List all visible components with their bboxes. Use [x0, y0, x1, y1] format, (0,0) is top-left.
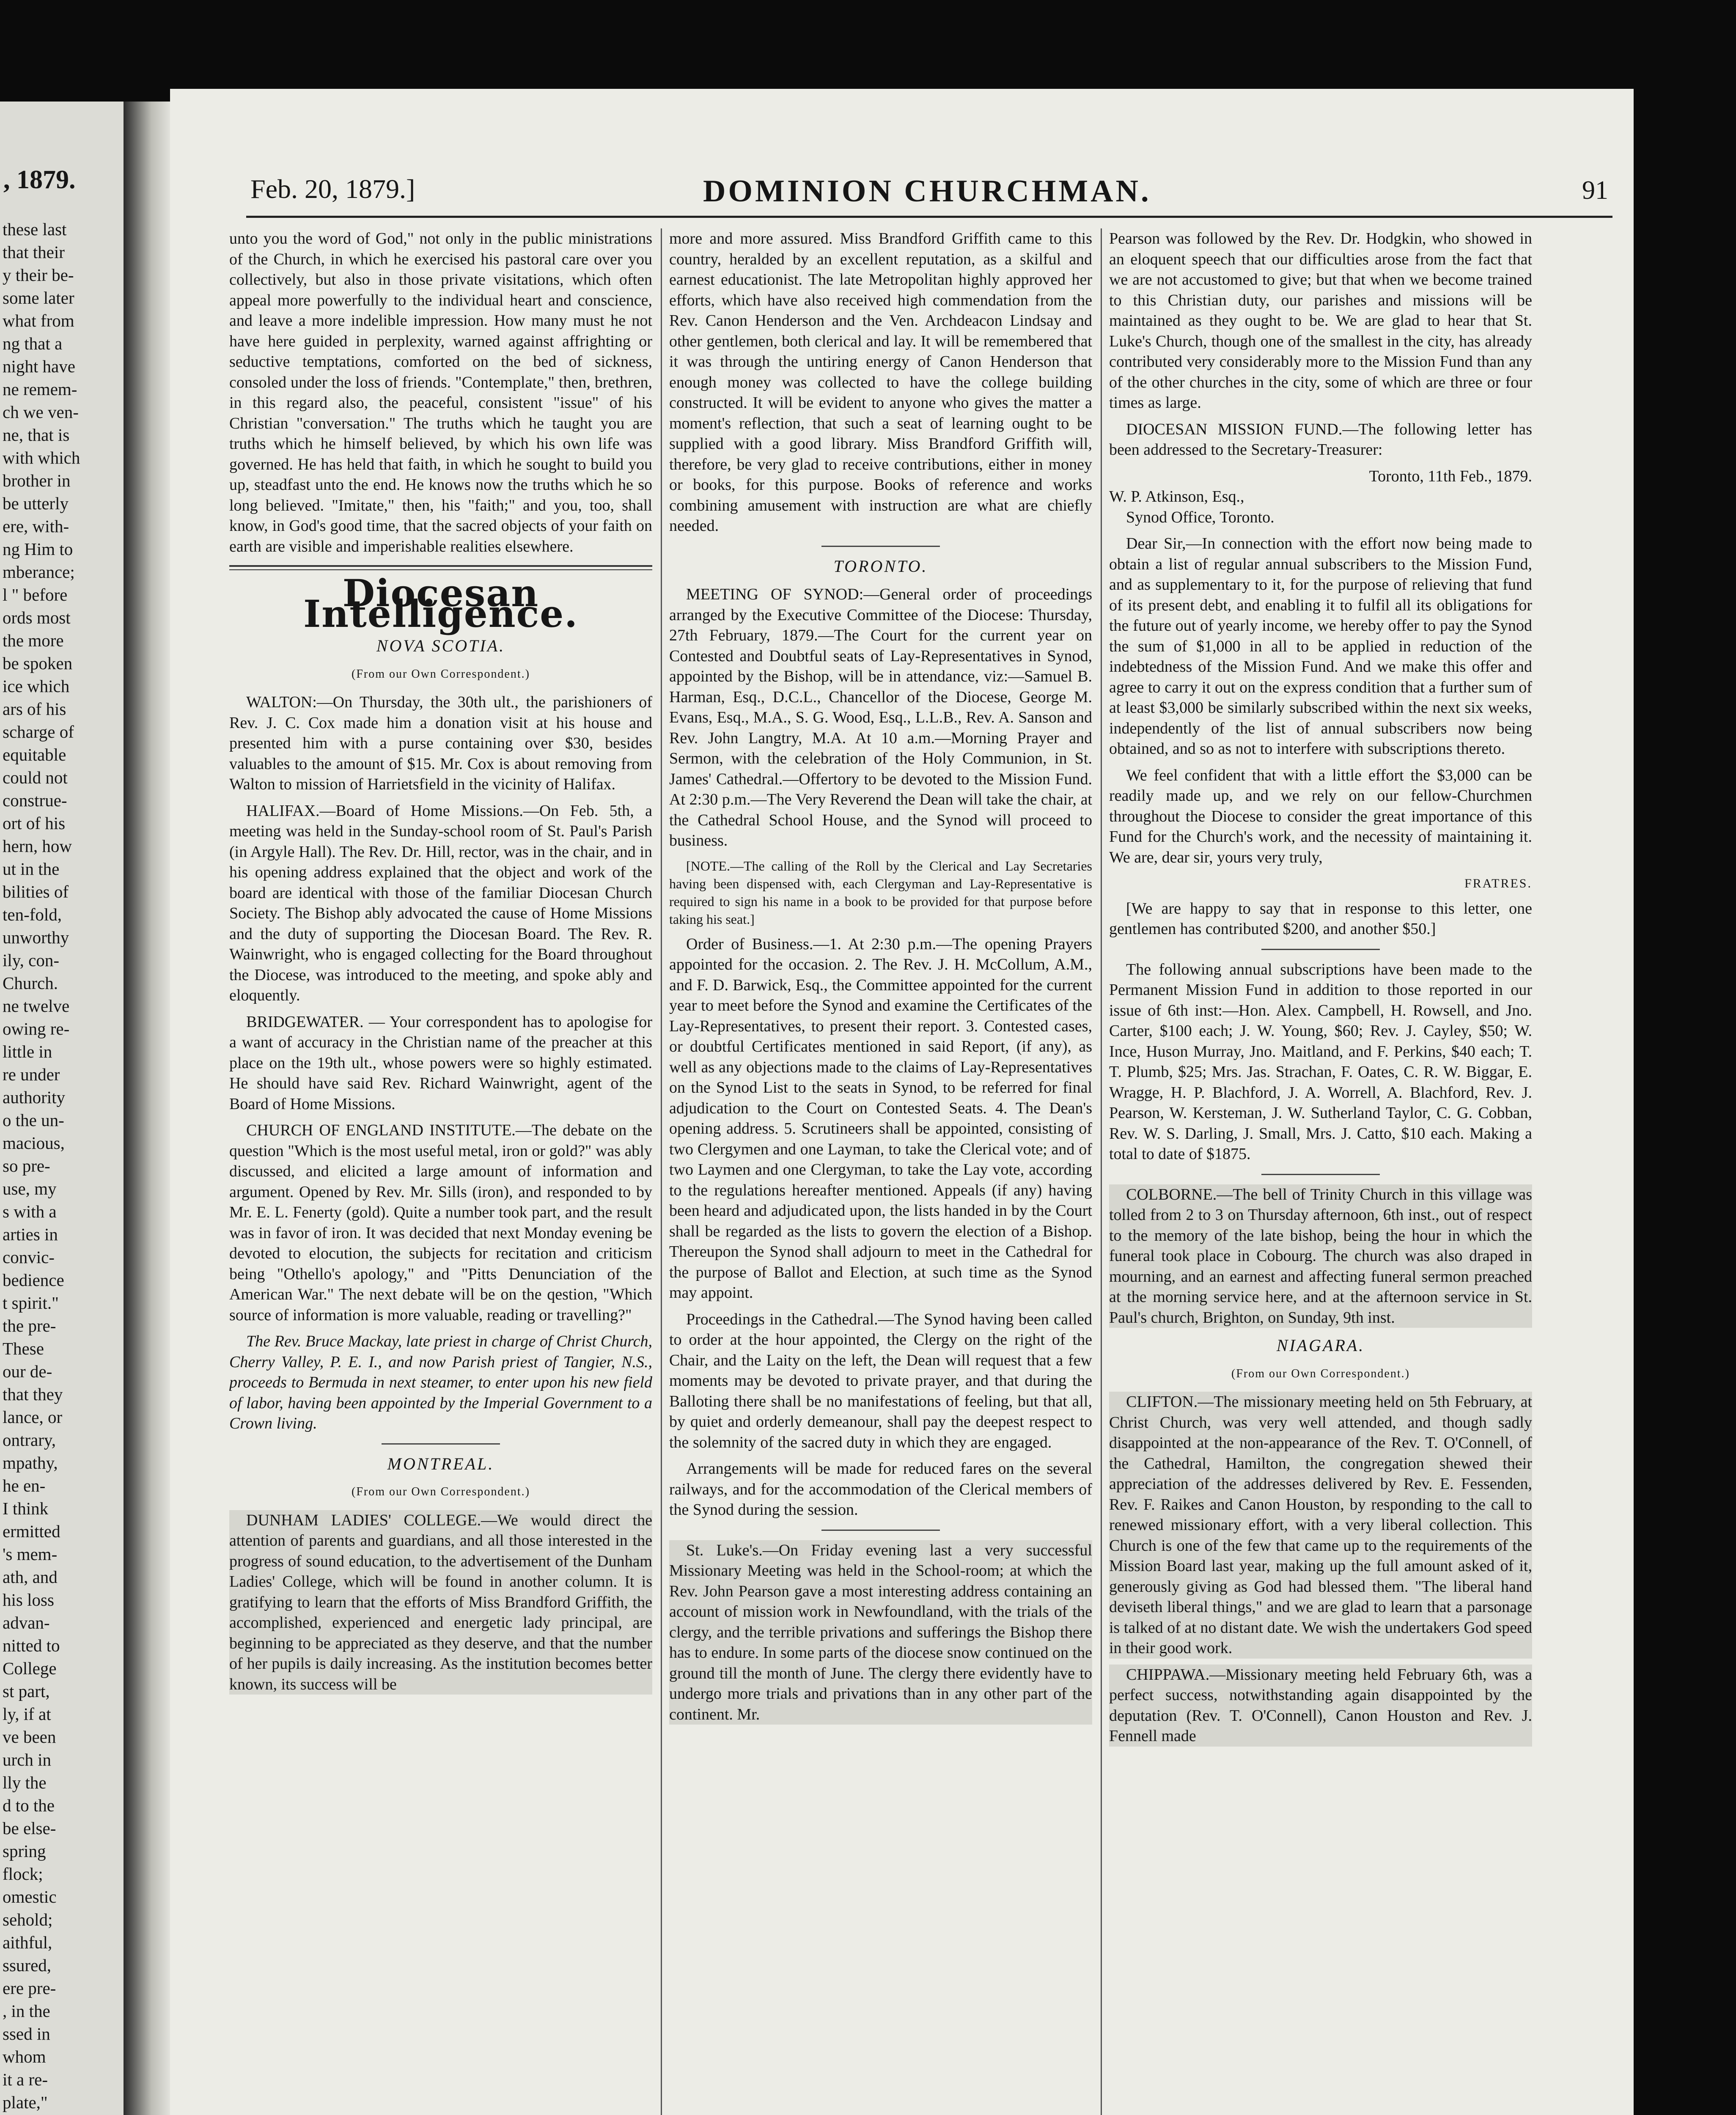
adjacent-page-year: , 1879.	[3, 165, 76, 194]
news-item: HALIFAX.—Board of Home Missions.—On Feb. 5th, a meeting was held in the Sunday-school room of St. Paul's Parish (in Argyle Hall). The Rev. Dr. Hill, rector, was in the chair, and in his opening address explained that the object and work of the board are identical with those of the familiar Diocesan Church Society. The Bishop ably advocated the cause of Home Missions and the duty of supporting the Diocesan Board. The Rev. R. Wainwright, who is engaged collecting for the Board throughout the Diocese, was introduced to the meeting, and spoke ably and eloquently.	[229, 802, 652, 1004]
news-item: Arrangements will be made for reduced fares on the several railways, and for the accommodation of the Clerical members of the Synod during the session.	[669, 1460, 1092, 1519]
item-rule	[382, 1443, 500, 1445]
item-rule	[821, 546, 940, 547]
news-item: DIOCESAN MISSION FUND.—The following letter has been addressed to the Secretary-Treasurer:	[1109, 420, 1532, 459]
letter-signature: FRATRES.	[1464, 876, 1532, 890]
column-divider	[1101, 228, 1102, 2115]
page-header	[170, 89, 1634, 237]
letter-addressee: Synod Office, Toronto.	[1126, 508, 1275, 526]
news-item: WALTON:—On Thursday, the 30th ult., the parishioners of Rev. J. C. Cox made him a donation visit at his house and presented him with a purse containing over $30, besides valuables to the amount of $15. Mr. Cox is about removing from Walton to mission of Harrietsfield in the vicinity of Halifax.	[229, 693, 652, 793]
news-item: Proceedings in the Cathedral.—The Synod having been called to order at the hour appointed, the Clergy on the right of the Chair, and the Laity on the left, the Dean will request that a few moments may be devoted to private prayer, and that during the Balloting there shall be no manifestations of feeling, but that all, by quiet and orderly demeanour, shall pay the deepest respect to the solemnity of the sacred duty in which they are engaged.	[669, 1310, 1092, 1451]
news-item: CHURCH OF ENGLAND INSTITUTE.—The debate on the question "Which is the most useful metal, iron or gold?" was ably discussed, and elicited a large amount of information and argument. Opened by Rev. Mr. Sills (iron), and responded to by Mr. E. L. Fenerty (gold). Quite a number took part, and the result was in favor of iron. It was decided that next Monday evening be devoted to elocution, the subjects for recitation and criticism being "Othello's apology," and "Pitts Denunciation of the American War." The next debate will be on the qestion, "Which source of information is more valuable, reading or travelling?"	[229, 1121, 652, 1324]
header-rule	[246, 216, 1612, 218]
byline: (From our Own Correspondent.)	[352, 667, 530, 681]
column-divider	[661, 228, 662, 2115]
item-rule	[1261, 1174, 1380, 1175]
region-heading: NOVA SCOTIA.	[376, 636, 505, 655]
region-heading: MONTREAL.	[387, 1454, 494, 1473]
section-rule	[229, 565, 652, 570]
letter-addressee: W. P. Atkinson, Esq.,	[1109, 488, 1244, 505]
page-number: 91	[1582, 176, 1608, 205]
note: [NOTE.—The calling of the Roll by the Clerical and Lay Secretaries having been dispensed with, each Clergyman and Lay-Representative is required to sign his name in a book to be provided for that purpose before taking his seat.]	[669, 858, 1092, 927]
region-heading: TORONTO.	[833, 556, 928, 576]
article-paragraph: unto you the word of God," not only in the public ministrations of the Church, in which he exercised his pastoral care over you collectively, but also in those private visitations, which often appeal more powerfully to the individual heart and conscience, and leave a more indelible impression. How many must he not have here guided in perplexity, warned against affrighting or seductive temptations, comforted on the bed of sickness, consoled under the loss of friends. "Contemplate," then, brethren, in this regard also, the peaceful, consistent "issue" of his Christian "conversation." The truths which he taught you are truths which he himself believed, by which his own life was governed. He has held that faith, in which he sought to build you up, steadfast unto the end. He knows now the truths which he so long believed. "Imitate," then, his "faith;" and you, too, shall know, in God's good time, that the sacred objects of your faith on earth are visible and imperishable realities elsewhere.	[229, 230, 652, 555]
news-item: CLIFTON.—The missionary meeting held on 5th February, at Christ Church, was very well attended, and though sadly disappointed at the non-appearance of the Rev. T. O'Connell, of the Cathedral, Hamilton, the congregation shewed their appreciation of the addresses delivered by Rev. E. Fessenden, Rev. F. Raikes and Canon Houston, by responding to the call to renewed missionary effort, with a very liberal collection. This Church is one of the few that came up to the requirements of the Mission Board last year, making up the full amount asked of it, generously giving as God had blessed them. "The liberal hand deviseth liberal things," and we are glad to learn that a parsonage is talked of at no distant date. We wish the undertakers God speed in their good work.	[1109, 1392, 1532, 1659]
column-1	[229, 228, 652, 2115]
letter-body: Dear Sir,—In connection with the effort now being made to obtain a list of regular annual subscribers to the Mission Fund, and as supplementary to it, for the purpose of relieving that fund of its present debt, and enabling it to fulfil all its obligations for the future out of yearly income, we hereby offer to pay the Synod the sum of $1,000 in all to be applied in reduction of the indebtedness of the Mission Fund. And we make this offer and agree to carry it out on the express condition that a further sum of at least $3,000 be similarly subscribed within the next six weeks, independently of the list of annual subscribers now being obtained, and so as not to interfere with subscriptions thereto.	[1109, 535, 1532, 758]
newspaper-page	[170, 89, 1634, 2115]
news-item: DUNHAM LADIES' COLLEGE.—We would direct the attention of parents and guardians, and all those interested in the progress of sound education, to the advertisement of the Dunham Ladies' College, which will be found in another column. It is gratifying to learn that the efforts of Miss Brandford Griffith, the accomplished, experienced and energetic lady principal, are beginning to be appreciated as they deserve, and that the number of her pupils is daily increasing. As the institution becomes better known, its success will be	[229, 1510, 652, 1695]
news-item: MEETING OF SYNOD:—General order of proceedings arranged by the Executive Committee of the Diocese: Thursday, 27th February, 1879.—The Court for the current year on Contested and Doubtful seats of Lay-Representatives in Synod, appointed by the Bishop, will be in attendance, viz:—Samuel B. Harman, Esq., D.C.L., Chancellor of the Diocese, George M. Evans, Esq., M.A., S. G. Wood, Esq., L.L.B., Rev. A. Sanson and Rev. John Langtry, M.A. At 10 a.m.—Morning Prayer and Sermon, with the celebration of the Holy Communion, in St. James' Cathedral.—Offertory to be devoted to the Mission Fund. At 2:30 p.m.—The Very Reverend the Dean will take the chair, at the Cathedral School House, and the Synod will proceed to business.	[669, 585, 1092, 849]
news-item: The Rev. Bruce Mackay, late priest in charge of Christ Church, Cherry Valley, P. E. I., and now Parish priest of Tangier, N.S., proceeds to Bermuda in next steamer, to enter upon his new field of labor, having been appointed by the Imperial Government to a Crown living.	[229, 1332, 652, 1432]
adjacent-page-text: these last that their y their be- some later what from ng that a night have ne remem- ch we ven- ne, that is with which brother in be utterly ere, with- ng Him to mberance; l " before ords most the more be spoken ice which ars of his scharge of equitable could not construe- ort of his hern, how ut in the bilities of ten-fold, unworthy ily, con- Church. ne twelve owing re- little in re under authority o the un- macious, so pre- use, my s with a arties in convic- bedience t spirit." the pre- These our de- that they lance, or ontrary, mpathy, he en- I think ermitted 's mem- ath, and his loss advan- nitted to College st part, ly, if at ve been urch in lly the d to the be else- spring flock; omestic sehold; aithful, ssured, ere pre- , in the ssed in whom it a re- plate,"	[3, 220, 80, 2112]
item-rule	[821, 1530, 940, 1531]
issue-date: Feb. 20, 1879.]	[250, 174, 415, 204]
news-item: COLBORNE.—The bell of Trinity Church in this village was tolled from 2 to 3 on Thursday afternoon, 6th inst., out of respect to the memory of the late bishop, being the hour in which the funeral took place in Cobourg. The church was also draped in mourning, and an earnest and affecting funeral sermon preached at the morning service here, and at the afternoon service in St. Paul's church, Brighton, on Sunday, 9th inst.	[1109, 1184, 1532, 1328]
column-2	[669, 228, 1092, 2115]
editor-note: [We are happy to say that in response to this letter, one gentlemen has contributed $200, and another $50.]	[1109, 899, 1532, 938]
section-title: Diocesan Intelligence.	[303, 571, 578, 636]
item-rule	[1261, 949, 1380, 950]
region-heading: NIAGARA.	[1276, 1336, 1365, 1355]
byline: (From our Own Correspondent.)	[1231, 1367, 1410, 1380]
news-item: The following annual subscriptions have been made to the Permanent Mission Fund in addition to those reported in our issue of 6th inst:—Hon. Alex. Campbell, H. Rowsell, and Jno. Carter, $100 each; J. W. Young, $60; Rev. J. Cayley, $50; W. Ince, Huson Murray, Jno. Maitland, and F. Perkins, $40 each; T. T. Plumb, $25; Mrs. Jas. Strachan, F. Oates, C. R. W. Biggar, E. Wragge, H. P. Blachford, J. A. Worrell, A. Blachford, Rev. J. Pearson, W. Kersteman, J. W. Sutherland Taylor, C. G. Cobban, Rev. W. S. Darling, J. Small, Mrs. J. Catto, $10 each. Making a total to date of $1875.	[1109, 960, 1532, 1163]
column-3	[1109, 228, 1532, 2115]
article-paragraph: Pearson was followed by the Rev. Dr. Hodgkin, who showed in an eloquent speech that our difficulties arose from the fact that we are not accustomed to give; but that when we become trained to this Christian duty, our parishes and missions will be maintained as they ought to be. We are glad to hear that St. Luke's Church, though one of the smallest in the city, has already contributed very considerably more to the Mission Fund than any of the other churches in the city, some of which are three or four times as large.	[1109, 230, 1532, 412]
letter-dateline: Toronto, 11th Feb., 1879.	[1369, 467, 1532, 485]
news-item: CHIPPAWA.—Missionary meeting held February 6th, was a perfect success, notwithstanding again disappointed by the deputation (Rev. T. O'Connell), Canon Houston and Rev. J. Fennell made	[1109, 1665, 1532, 1747]
news-item: Order of Business.—1. At 2:30 p.m.—The opening Prayers appointed for the occasion. 2. The Rev. J. H. McCollum, A.M., and F. D. Barwick, Esq., the Committee appointed for the current year to meet before the Synod and examine the Certificates of the Lay-Representatives, to present their report. 3. Contested cases, or doubtful Certificates mentioned in said Report, (if any), as well as any objections made to the claims of Lay-Representatives on the Synod List to the seats in Synod, to be referred for final adjudication to the Court on Contested Seats. 4. The Dean's opening address. 5. Scrutineers shall be appointed, consisting of two Clergymen and one Layman, to take the Clerical vote; and of two Laymen and one Clergyman, to take the Lay vote, according to the regulations hereafter mentioned. Appeals (if any) having been heard and adjudicated upon, the lists handed in by the Court shall be regarded as the lists to govern the election of a Bishop. Thereupon the Synod shall adjourn to meet in the Cathedral for the purpose of Ballot and Election, at such time as the Synod may appoint.	[669, 935, 1092, 1302]
news-item: BRIDGEWATER. — Your correspondent has to apologise for a want of accuracy in the Christian name of the preacher at this place on the 19th ult., whose powers were so highly estimated. He should have said Rev. Richard Wainwright, agent of the Board of Home Missions.	[229, 1013, 652, 1113]
masthead-title: DOMINION CHURCHMAN.	[703, 174, 1151, 209]
book-gutter	[124, 102, 170, 2115]
article-paragraph: more and more assured. Miss Brandford Griffith came to this country, heralded by an excellent reputation, as a skilful and earnest educationist. The late Metropolitan highly approved her efforts, which have also received high commendation from the Rev. Canon Henderson and the Ven. Archdeacon Lindsay and other gentlemen, both clerical and lay. It will be remembered that it was through the untiring energy of Canon Henderson that enough money was collected to have the college building constructed. It will be evident to anyone who gives the matter a moment's reflection, that such a seat of learning ought to be supplied with a good library. Miss Brandford Griffith will, therefore, be very glad to receive contributions, either in money or books, for this purpose. Books of reference and works combining amusement with instruction are what are chiefly needed.	[669, 230, 1092, 535]
byline: (From our Own Correspondent.)	[352, 1485, 530, 1498]
news-item: St. Luke's.—On Friday evening last a very successful Missionary Meeting was held in the School-room; at which the Rev. John Pearson gave a most interesting address containing an account of mission work in Newfoundland, with the trials of the clergy, and the terrible privations and sufferings the Bishop there has to endure. In some parts of the diocese snow continued on the ground till the month of June. The clergy there evidently have to undergo more trials and privations than in any other part of the continent. Mr.	[669, 1540, 1092, 1725]
adjacent-page-fragment	[0, 102, 124, 2115]
letter-body: We feel confident that with a little effort the $3,000 can be readily made up, and we rely on our fellow-Churchmen throughout the Diocese to consider the great importance of this Fund for the Church's work, and the necessity of maintaining it. We are, dear sir, yours very truly,	[1109, 766, 1532, 866]
